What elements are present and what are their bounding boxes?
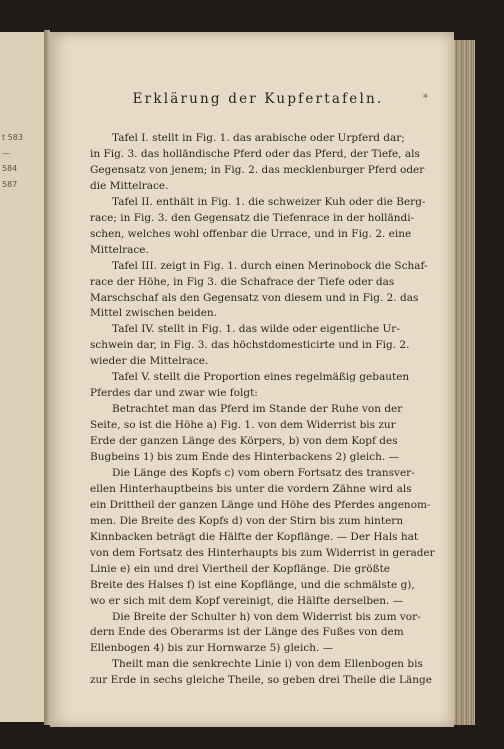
facing-page-edge xyxy=(0,32,48,722)
text-line: schwein dar, in Fig. 3. das höchstdomesticirte und in Fig. 2. xyxy=(90,339,410,352)
text-line: Marschschaf als den Gegensatz von diesem und in Fig. 2. das xyxy=(90,291,419,304)
text-line: Breite des Halses f) ist eine Kopflänge, und die schmälste g), xyxy=(90,578,415,591)
page-title: Erklärung der Kupfertafeln. xyxy=(132,91,384,107)
text-line: in Fig. 3. das holländische Pferd oder das Pferd, der Tiefe, als xyxy=(90,147,420,160)
text-line: Seite, so ist die Höhe a) Fig. 1. von dem Widerrist bis zur xyxy=(90,419,396,432)
text-line: Pferdes dar und zwar wie folgt: xyxy=(90,387,258,400)
text-line: Theilt man die senkrechte Linie i) von dem Ellenbogen bis xyxy=(112,658,423,671)
corner-mark: * xyxy=(423,93,428,104)
text-line: race der Höhe, in Fig 3. die Schafrace der Tiefe oder das xyxy=(90,275,395,288)
text-line: Tafel III. zeigt in Fig. 1. durch einen Merinobock die Schaf- xyxy=(112,259,428,272)
text-line: schen, welches wohl offenbar die Urrace, und in Fig. 2. eine xyxy=(90,227,412,240)
text-line: Erde der ganzen Länge des Körpers, b) von dem Kopf des xyxy=(90,435,398,448)
text-line: Tafel II. enthält in Fig. 1. die schweizer Kuh oder die Berg- xyxy=(112,195,426,208)
text-line: Linie e) ein und drei Viertheil der Kopflänge. Die größte xyxy=(90,562,390,575)
text-line: zur Erde in sechs gleiche Theile, so geben drei Theile die Länge xyxy=(90,674,432,687)
text-line: Mittel zwischen beiden. xyxy=(90,307,218,320)
text-line: Tafel IV. stellt in Fig. 1. das wilde oder eigentliche Ur- xyxy=(112,323,400,336)
text-line: die Mittelrace. xyxy=(90,179,169,192)
margin-number: t 583 xyxy=(2,133,23,142)
text-line: race; in Fig. 3. den Gegensatz die Tiefenrace in der holländi- xyxy=(90,211,415,224)
margin-number: — xyxy=(2,149,10,158)
text-line: Gegensatz von jenem; in Fig. 2. das mecklenburger Pferd oder xyxy=(90,163,425,176)
text-line: Die Breite der Schulter h) von dem Widerrist bis zum vor- xyxy=(112,610,421,623)
text-line: Tafel V. stellt die Proportion eines regelmäßig gebauten xyxy=(112,371,410,384)
margin-number: 584 xyxy=(2,164,18,173)
text-line: Betrachtet man das Pferd im Stande der Ruhe von der xyxy=(112,403,403,416)
text-line: ein Drittheil der ganzen Länge und Höhe des Pferdes angenom- xyxy=(90,498,431,511)
text-line: ellen Hinterhauptbeins bis unter die vordern Zähne wird als xyxy=(90,482,412,495)
text-line: von dem Fortsatz des Hinterhaupts bis zum Widerrist in gerader xyxy=(90,546,435,559)
text-line: Mittelrace. xyxy=(90,243,149,256)
text-line: Bugbeins 1) bis zum Ende des Hinterbackens 2) gleich. — xyxy=(90,451,400,463)
page-block-edge xyxy=(452,40,475,725)
text-line: men. Die Breite des Kopfs d) von der Stirn bis zum hintern xyxy=(90,514,404,527)
text-line: wieder die Mittelrace. xyxy=(90,355,209,368)
text-line: wo er sich mit dem Kopf vereinigt, die Hälfte derselben. — xyxy=(90,594,404,607)
text-line: Tafel I. stellt in Fig. 1. das arabische oder Urpferd dar; xyxy=(112,132,405,144)
margin-number: 587 xyxy=(2,180,18,189)
text-line: Ellenbogen 4) bis zur Hornwarze 5) gleich. — xyxy=(90,642,334,655)
text-line: Kinnbacken beträgt die Hälfte der Kopflänge. — Der Hals hat xyxy=(90,530,419,543)
text-line: dern Ende des Oberarms ist der Länge des Fußes von dem xyxy=(90,626,404,639)
text-line: Die Länge des Kopfs c) vom obern Fortsatz des transver- xyxy=(112,466,415,479)
